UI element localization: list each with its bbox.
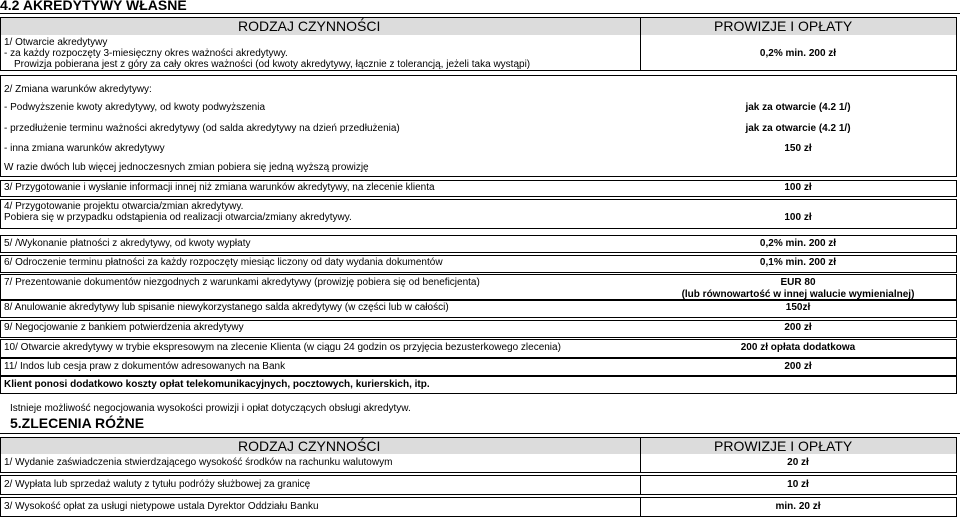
r7-fee-2: (lub równowartość w innej walucie wymienialnej): [681, 289, 915, 300]
r1-line3: Prowizja pobierana jest z góry za cały okres ważności (od kwoty akredytywy, łącznie z tolerancją, jeżeli taka wystąpi): [14, 59, 531, 70]
s5-col-header-activity: RODZAJ CZYNNOŚCI: [238, 438, 381, 454]
r6-text: 6/ Odroczenie terminu płatności za każdy rozpoczęty miesiąc liczony od daty wydania dokumentów: [4, 257, 443, 268]
r8-text: 8/ Anulowanie akredytywy lub spisanie niewykorzystanego salda akredytywy (w części lub w całości): [4, 302, 449, 313]
r1-line2: - za każdy rozpoczęty 3-miesięczny okres ważności akredytywy.: [4, 48, 288, 59]
r11-text: 11/ Indos lub cesja praw z dokumentów adresowanych na Bank: [4, 361, 286, 372]
r11-fee: 200 zł: [784, 361, 812, 372]
s5-r3-text: 3/ Wysokość opłat za usługi nietypowe ustala Dyrektor Oddziału Banku: [4, 501, 319, 512]
r9-fee: 200 zł: [784, 322, 812, 333]
r4-fee: 100 zł: [784, 212, 812, 223]
section-title-5: 5.ZLECENIA RÓŻNE: [10, 415, 145, 431]
r10-text: 10/ Otwarcie akredytywy w trybie ekspresowym na zlecenie Klienta (w ciągu 24 godzin os przyjęcia bezusterkowego zlecenia): [4, 342, 561, 353]
r2-b-fee: jak za otwarcie (4.2 1/): [745, 123, 851, 134]
r2-b: - przedłużenie terminu ważności akredytywy (od salda akredytywy na dzień przedłużenia): [4, 123, 400, 134]
r5-fee: 0,2% min. 200 zł: [759, 238, 837, 249]
s5-col-header-fees: PROWIZJE I OPŁATY: [714, 438, 853, 454]
r6-fee: 0,1% min. 200 zł: [759, 257, 837, 268]
col-header-fees: PROWIZJE I OPŁATY: [714, 18, 853, 34]
r3-fee: 100 zł: [784, 182, 812, 193]
r2-head: 2/ Zmiana warunków akredytywy:: [4, 84, 152, 95]
r2-a: - Podwyższenie kwoty akredytywy, od kwoty podwyższenia: [4, 102, 266, 113]
r2-c: - inna zmiana warunków akredytywy: [4, 143, 165, 154]
r7-text: 7/ Prezentowanie dokumentów niezgodnych z warunkami akredytywy (prowizję pobiera się od beneficjenta): [4, 277, 480, 288]
col-header-activity: RODZAJ CZYNNOŚCI: [238, 18, 381, 34]
r7-fee-1: EUR 80: [780, 277, 816, 288]
r5-text: 5/ /Wykonanie płatności z akredytywy, od kwoty wypłaty: [4, 238, 251, 249]
s5-r2-text: 2/ Wypłata lub sprzedaż waluty z tytułu podróży służbowej za granicę: [4, 479, 311, 490]
s5-r1-text: 1/ Wydanie zaświadczenia stwierdzającego wysokość środków na rachunku walutowym: [4, 457, 393, 468]
r8-fee: 150zł: [785, 302, 811, 313]
r1-fee: 0,2% min. 200 zł: [759, 48, 837, 59]
r4-line2: Pobiera się w przypadku odstąpienia od realizacji otwarcia/zmiany akredytywy.: [4, 212, 352, 223]
section-title-4-2: 4.2 AKREDYTYWY WŁASNE: [0, 0, 187, 13]
r9-text: 9/ Negocjowanie z bankiem potwierdzenia akredytywy: [4, 322, 244, 333]
r10-fee: 200 zł opłata dodatkowa: [740, 342, 856, 353]
s5-r2-fee: 10 zł: [787, 479, 809, 490]
negotiation-note: Istnieje możliwość negocjowania wysokości prowizji i opłat dotyczących obsługi akredytyw.: [10, 403, 411, 414]
r2-c-fee: 150 zł: [784, 143, 812, 154]
r2-a-fee: jak za otwarcie (4.2 1/): [745, 102, 851, 113]
r1-line1: 1/ Otwarcie akredytywy: [4, 37, 108, 48]
r3-text: 3/ Przygotowanie i wysłanie informacji innej niż zmiana warunków akredytywy, na zlecenie klienta: [4, 182, 435, 193]
s5-r1-fee: 20 zł: [787, 457, 809, 468]
r4-line1: 4/ Przygotowanie projektu otwarcia/zmian akredytywy.: [4, 201, 244, 212]
client-note: Klient ponosi dodatkowo koszty opłat telekomunikacyjnych, pocztowych, kurierskich, itp.: [4, 379, 430, 390]
s5-r3-fee: min. 20 zł: [775, 501, 821, 512]
r2-note: W razie dwóch lub więcej jednoczesnych zmian pobiera się jedną wyższą prowizję: [4, 162, 369, 173]
